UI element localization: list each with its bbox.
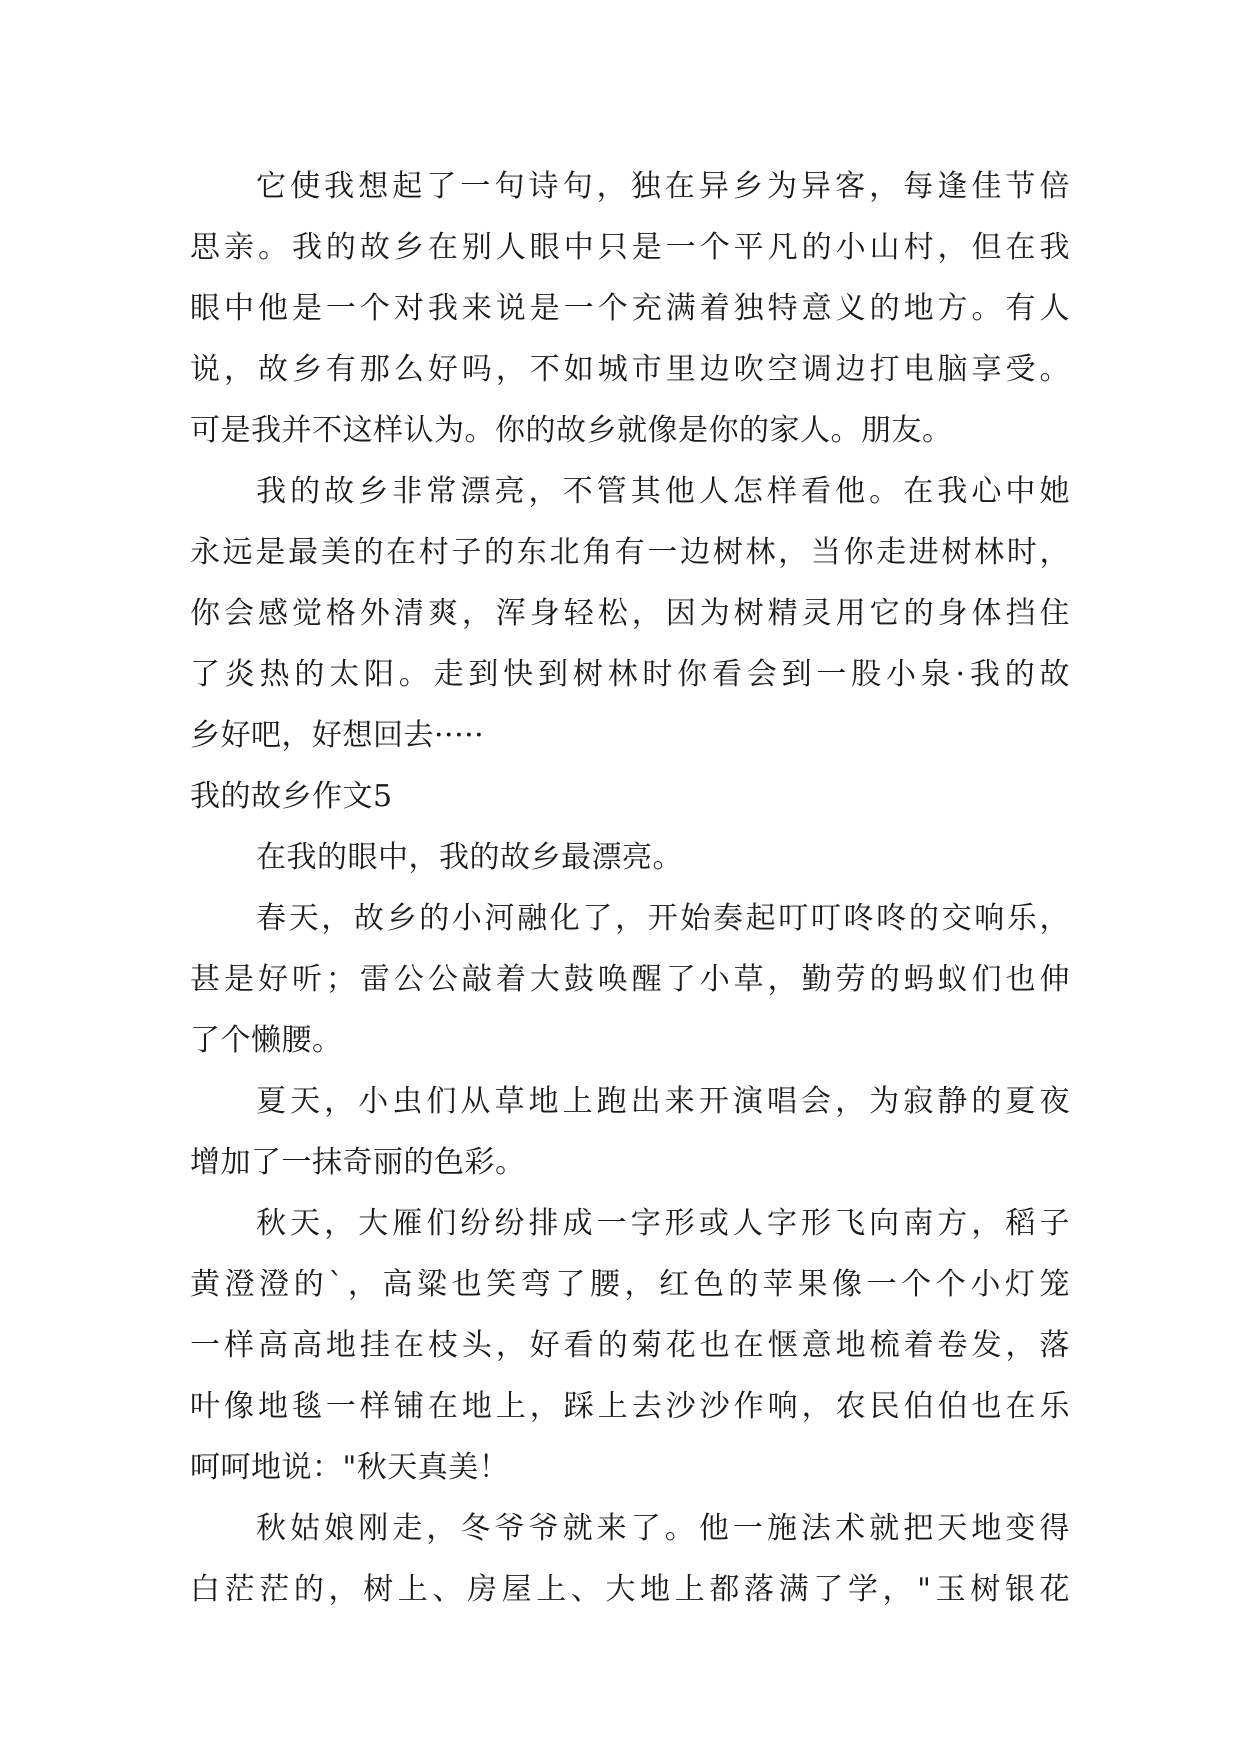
paragraph-line: 它使我想起了一句诗句，独在异乡为异客，每逢佳节倍 xyxy=(256,169,1070,204)
paragraph-line: 可是我并不这样认为。你的故乡就像是你的家人。朋友。 xyxy=(190,413,953,448)
paragraph-line: 呵呵地说："秋天真美！ xyxy=(190,1450,510,1485)
paragraph-line: 黄澄澄的`，高粱也笑弯了腰，红色的苹果像一个个小灯笼 xyxy=(190,1267,1070,1302)
paragraph-line: 思亲。我的故乡在别人眼中只是一个平凡的小山村，但在我 xyxy=(190,230,1070,265)
paragraph-line: 一样高高地挂在枝头，好看的菊花也在惬意地梳着卷发，落 xyxy=(190,1328,1070,1363)
paragraph-line: 了个懒腰。 xyxy=(190,1023,343,1058)
paragraph-line: 夏天，小虫们从草地上跑出来开演唱会，为寂静的夏夜 xyxy=(256,1084,1070,1119)
paragraph-line: 了炎热的太阳。走到快到树林时你看会到一股小泉·我的故 xyxy=(190,657,1070,692)
paragraph-line: 春天，故乡的小河融化了，开始奏起叮叮咚咚的交响乐， xyxy=(256,901,1070,936)
section-title: 我的故乡作文5 xyxy=(190,779,393,814)
paragraph-line: 增加了一抹奇丽的色彩。 xyxy=(190,1145,526,1180)
paragraph-line: 永远是最美的在村子的东北角有一边树林，当你走进树林时， xyxy=(190,535,1070,570)
paragraph-line: 乡好吧，好想回去····· xyxy=(190,718,485,753)
paragraph-line: 秋姑娘刚走，冬爷爷就来了。他一施法术就把天地变得 xyxy=(256,1511,1070,1546)
paragraph-line: 你会感觉格外清爽，浑身轻松，因为树精灵用它的身体挡住 xyxy=(190,596,1070,631)
paragraph-line: 秋天，大雁们纷纷排成一字形或人字形飞向南方，稻子 xyxy=(256,1206,1070,1241)
paragraph-line: 在我的眼中，我的故乡最漂亮。 xyxy=(256,840,683,875)
paragraph-line: 甚是好听；雷公公敲着大鼓唤醒了小草，勤劳的蚂蚁们也伸 xyxy=(190,962,1070,997)
paragraph-line: 我的故乡非常漂亮，不管其他人怎样看他。在我心中她 xyxy=(256,474,1070,509)
paragraph-line: 说，故乡有那么好吗，不如城市里边吹空调边打电脑享受。 xyxy=(190,352,1070,387)
paragraph-line: 白茫茫的，树上、房屋上、大地上都落满了学，"玉树银花 xyxy=(190,1572,1070,1607)
paragraph-line: 眼中他是一个对我来说是一个充满着独特意义的地方。有人 xyxy=(190,291,1070,326)
paragraph-line: 叶像地毯一样铺在地上，踩上去沙沙作响，农民伯伯也在乐 xyxy=(190,1389,1070,1424)
